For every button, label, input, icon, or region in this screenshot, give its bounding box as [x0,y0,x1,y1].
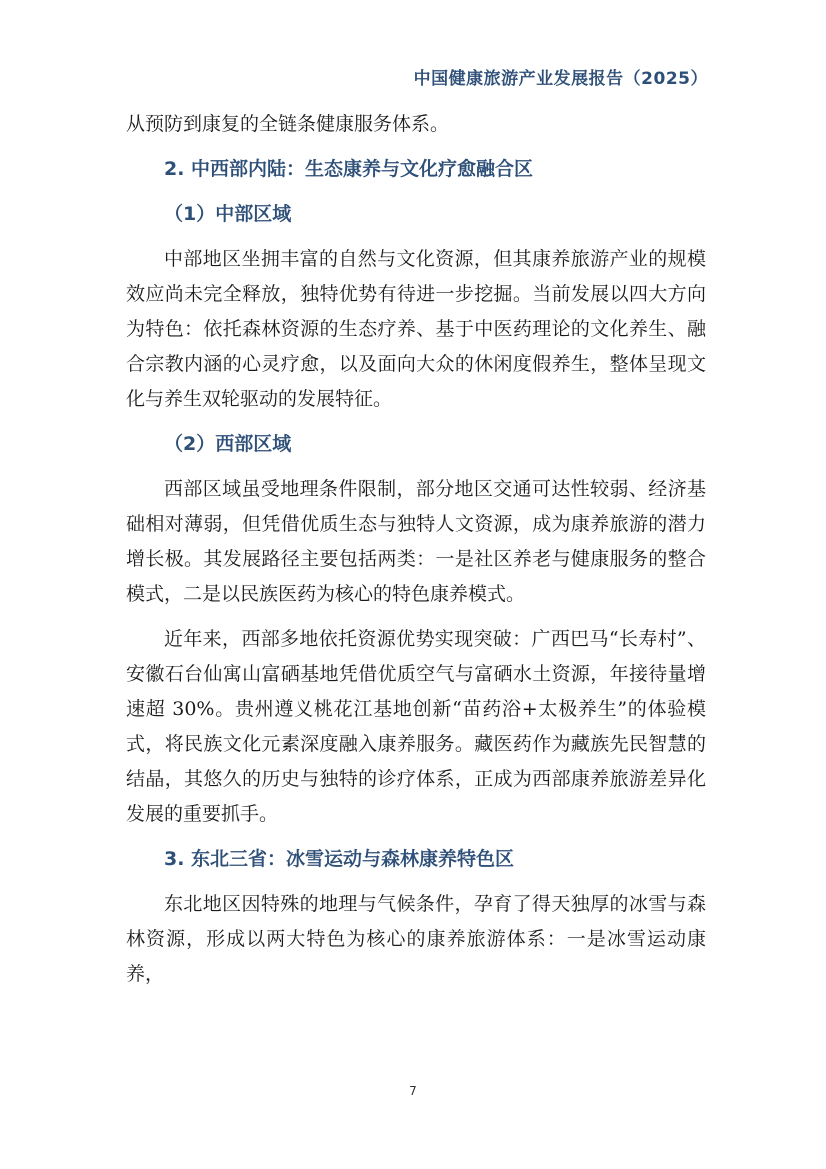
subsection-central-heading: （1）中部区域 [164,203,292,225]
continuation-paragraph: 从预防到康复的全链条健康服务体系。 [126,113,450,135]
section-2-heading: 2. 中西部内陆：生态康养与文化疗愈融合区 [164,158,534,180]
body-text [126,107,706,992]
subsection-western-heading: （2）西部区域 [164,433,292,455]
running-header: 中国健康旅游产业发展报告（2025） [413,69,708,89]
page-number: 7 [409,1084,417,1098]
central-region-paragraph: 中部地区坐拥丰富的自然与文化资源，但其康养旅游产业的规模效应尚未完全释放，独特优势有待进一步挖掘。当前发展以四大方向为特色：依托森林资源的生态疗养、基于中医药理论的文化养生、融合宗教内涵的心灵疗愈，以及面向大众的休闲度假养生，整体呈现文化与养生双轮驱动的发展特征。 [126,248,706,410]
western-region-paragraph-2: 近年来，西部多地依托资源优势实现突破：广西巴马“长寿村”、安徽石台仙寓山富硒基地凭借优质空气与富硒水土资源，年接待量增速超 30%。贵州遵义桃花江基地创新“苗药浴+太极养生”的体验模式，将民族文化元素深度融入康养服务。藏医药作为藏族先民智慧的结晶，其悠久的历史与独特的诊疗体系，正成为西部康养旅游差异化发展的重要抓手。 [126,628,706,825]
western-region-paragraph-1: 西部区域虽受地理条件限制，部分地区交通可达性较弱、经济基础相对薄弱，但凭借优质生态与独特人文资源，成为康养旅游的潜力增长极。其发展路径主要包括两类：一是社区养老与健康服务的整合模式，二是以民族医药为核心的特色康养模式。 [126,478,706,605]
section-3-heading: 3. 东北三省：冰雪运动与森林康养特色区 [164,848,515,870]
northeast-paragraph: 东北地区因特殊的地理与气候条件，孕育了得天独厚的冰雪与森林资源，形成以两大特色为核心的康养旅游体系：一是冰雪运动康养， [126,893,706,985]
